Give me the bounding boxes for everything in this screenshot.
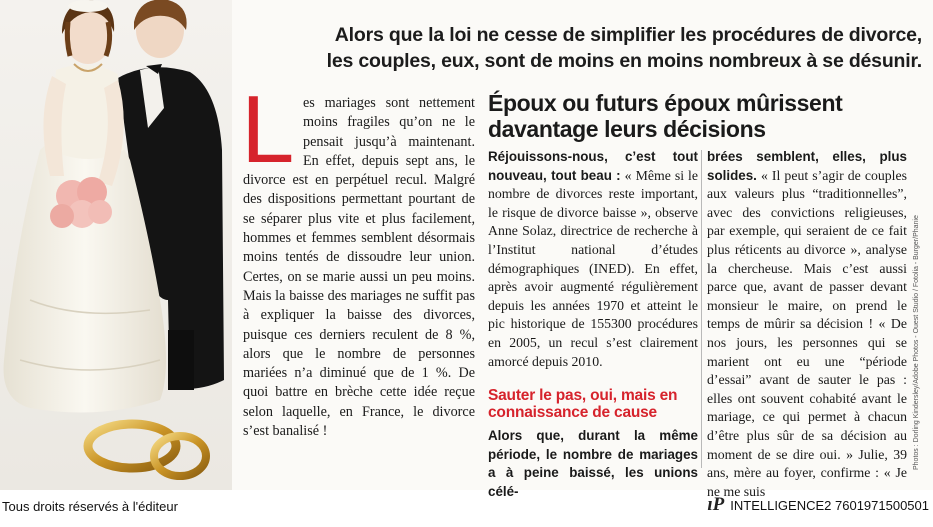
publisher-logo-icon: ıP — [707, 494, 725, 515]
section-title-line-2: davantage leurs décisions — [488, 116, 766, 142]
lead-in-3: brées semblent, elles, plus solides. — [707, 149, 907, 183]
body-paragraph-2 — [707, 148, 907, 501]
headline-line-2: les couples, eux, sont de moins en moins nombreux à se désunir. — [326, 50, 922, 72]
body-paragraph — [488, 148, 698, 371]
lead-in-2: Alors que, durant la même période, le nombre de mariages a à peine baissé, les unions célé- — [488, 428, 698, 499]
lead-in: Réjouissons-nous, c’est tout nouveau, tout beau : — [488, 149, 698, 183]
body-text-2: « Il peut s’agir de couples aux valeurs plus “traditionnelles”, avec des convictions religieuses, par exemple, qui seraient de ce fait plus réticents au divorce », analyse la chercheuse. Mais c’est aussi parce que, avant de passer devant monsieur le maire, on prend le temps de mûrir sa décision ! « De nos jours, les personnes qui se marient ont eu une “période d’essai” avant de sauter le pas : elles ont souvent cohabité avant le mariage, ce qui permet à chacun d’être plus sûr de sa décision au moment de se dire oui. » Julie, 39 ans, mère au foyer, confirme : « Je ne me suis — [707, 167, 907, 499]
subheading: Sauter le pas, oui, mais en connaissance de cause — [488, 387, 678, 422]
intro-text: es mariages sont nettement moins fragiles qu’on ne le pensait jusqu’à maintenant. En effet, depuis sept ans, le divorce est en perpétuel recul. Malgré des dispositions permettant pourtant de se séparer plus vite et plus facilement, hommes et femmes semblent désormais moins tentés de dissoudre leur union. Certes, on se marie aussi un peu moins. Mais la baisse des mariages ne suffit pas à expliquer la baisse des divorces, puisque ces derniers reculent de 8 %, alors que le nombre de personnes mariées n’a diminué que de 1 %. De quoi battre en brèche cette idée reçue selon laquelle, en France, le divorce s’est banalisé ! — [243, 95, 475, 440]
headline-line-1: Alors que la loi ne cesse de simplifier les procédures de divorce, — [334, 24, 922, 46]
column-divider — [701, 150, 702, 468]
section-title-line-1: Époux ou futurs époux mûrissent — [488, 90, 843, 116]
body-column-1 — [488, 148, 698, 502]
document-reference: INTELLIGENCE2 7601971500501 — [730, 497, 929, 513]
footer-id — [707, 494, 929, 515]
drop-cap-letter: L — [241, 76, 295, 183]
section-title — [488, 90, 918, 142]
headline — [250, 22, 922, 74]
drop-cap — [241, 76, 295, 183]
photo-credit: Photos : Dorling Kindersley/Adobe Photos - Ouest Studio / Fotolia - Burger/Phanie — [913, 215, 920, 470]
copyright-notice: Tous droits réservés à l'éditeur — [2, 499, 178, 514]
wedding-cake-topper-image — [0, 0, 232, 490]
body-text: « Même si le nombre de divorces reste important, le risque de divorce baisse », observe Anne Solaz, directrice de recherche à l’Institut national d’études démographiques (INED). En effet, après avoir augmenté régulièrement depuis les années 1970 et atteint le pic historique de 155300 procédures en 2005, un recul s’est clairement amorcé depuis 2010. — [488, 167, 699, 369]
body-column-2 — [707, 148, 907, 501]
intro-column — [241, 76, 475, 441]
